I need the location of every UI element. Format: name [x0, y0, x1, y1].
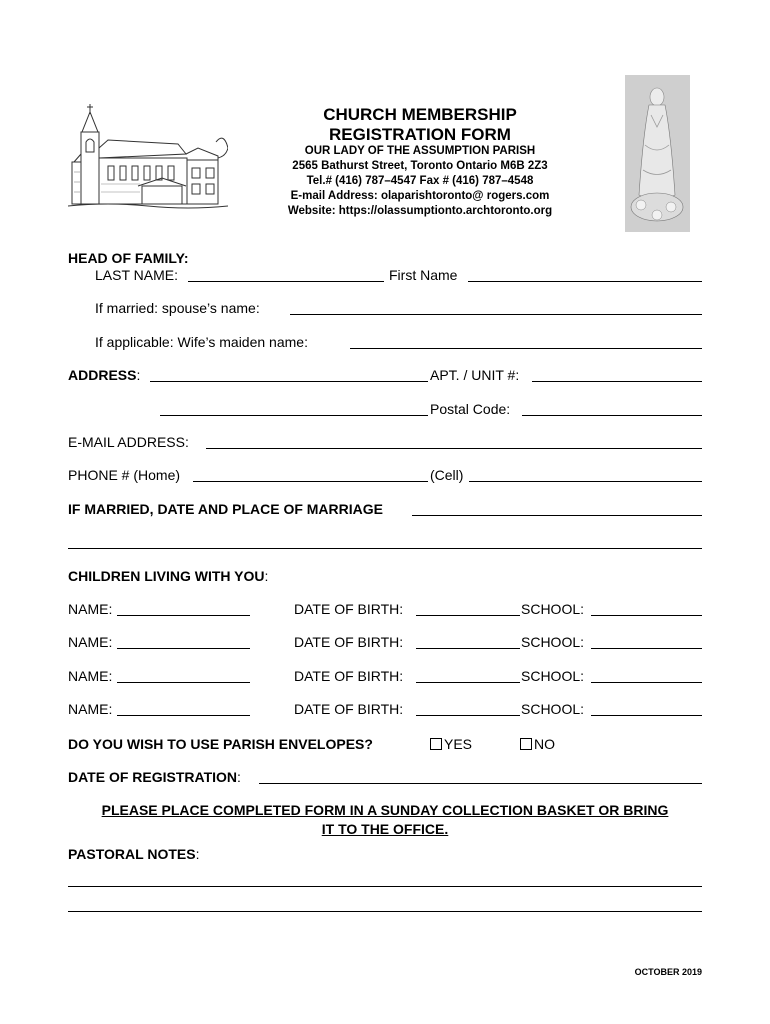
- child-school-field[interactable]: [591, 682, 702, 683]
- church-illustration: [68, 102, 228, 214]
- instruction-text: PLEASE PLACE COMPLETED FORM IN A SUNDAY COLLECTION BASKET OR BRING IT TO THE OFFICE.: [101, 802, 669, 837]
- child-name-field[interactable]: [117, 648, 250, 649]
- child-name-label: NAME:: [68, 601, 113, 617]
- child-school-label: SCHOOL:: [521, 601, 585, 617]
- registration-date-field[interactable]: [259, 783, 702, 784]
- cell-label: (Cell): [430, 467, 464, 483]
- phone-home-label: PHONE # (Home): [68, 467, 181, 483]
- email-label: E-MAIL ADDRESS:: [68, 434, 189, 450]
- yes-checkbox[interactable]: [430, 738, 442, 750]
- child-name-label: NAME:: [68, 668, 113, 684]
- registration-date-label: DATE OF REGISTRATION:: [68, 769, 241, 785]
- envelopes-question: DO YOU WISH TO USE PARISH ENVELOPES?: [68, 736, 373, 752]
- child-dob-label: DATE OF BIRTH:: [294, 634, 404, 650]
- parish-email: E-mail Address: olaparishtoronto@ rogers.com: [290, 190, 550, 202]
- child-dob-field[interactable]: [416, 648, 520, 649]
- cell-field[interactable]: [469, 481, 702, 482]
- child-dob-field[interactable]: [416, 682, 520, 683]
- apt-unit-label: APT. / UNIT #:: [430, 367, 520, 383]
- parish-address: 2565 Bathurst Street, Toronto Ontario M6B 2Z3: [292, 160, 548, 172]
- parish-name: OUR LADY OF THE ASSUMPTION PARISH: [304, 145, 536, 157]
- pastoral-notes-line1[interactable]: [68, 886, 702, 887]
- child-school-label: SCHOOL:: [521, 701, 585, 717]
- child-school-field[interactable]: [591, 715, 702, 716]
- postal-code-field[interactable]: [522, 415, 702, 416]
- child-dob-field[interactable]: [416, 715, 520, 716]
- child-name-label: NAME:: [68, 701, 113, 717]
- child-name-field[interactable]: [117, 682, 250, 683]
- child-name-label: NAME:: [68, 634, 113, 650]
- address-line2-field[interactable]: [160, 415, 428, 416]
- child-dob-field[interactable]: [416, 615, 520, 616]
- first-name-label: First Name: [389, 267, 458, 283]
- child-school-field[interactable]: [591, 648, 702, 649]
- form-title-line1: CHURCH MEMBERSHIP: [323, 105, 517, 124]
- statue-illustration: [625, 75, 690, 232]
- first-name-field[interactable]: [468, 281, 702, 282]
- child-dob-label: DATE OF BIRTH:: [294, 701, 404, 717]
- child-school-label: SCHOOL:: [521, 634, 585, 650]
- child-school-field[interactable]: [591, 615, 702, 616]
- parish-website: Website: https://olassumptionto.archtoronto.org: [287, 205, 553, 217]
- address-field[interactable]: [150, 381, 428, 382]
- child-name-field[interactable]: [117, 715, 250, 716]
- apt-unit-field[interactable]: [532, 381, 702, 382]
- envelopes-no-option[interactable]: NO: [520, 736, 555, 752]
- address-label: ADDRESS:: [68, 367, 141, 383]
- pastoral-notes-line2[interactable]: [68, 911, 702, 912]
- child-dob-label: DATE OF BIRTH:: [294, 601, 404, 617]
- footer-date: OCTOBER 2019: [634, 967, 702, 977]
- parish-phone-fax: Tel.# (416) 787–4547 Fax # (416) 787–4548: [306, 175, 534, 187]
- no-checkbox[interactable]: [520, 738, 532, 750]
- pastoral-notes-label: PASTORAL NOTES:: [68, 846, 200, 862]
- head-of-family-heading: HEAD OF FAMILY:: [68, 250, 189, 266]
- maiden-name-label: If applicable: Wife’s maiden name:: [95, 334, 308, 350]
- marriage-label: IF MARRIED, DATE AND PLACE OF MARRIAGE: [68, 501, 383, 517]
- child-name-field[interactable]: [117, 615, 250, 616]
- children-heading: CHILDREN LIVING WITH YOU:: [68, 568, 269, 584]
- marriage-field[interactable]: [412, 515, 702, 516]
- child-dob-label: DATE OF BIRTH:: [294, 668, 404, 684]
- maiden-name-field[interactable]: [350, 348, 702, 349]
- marriage-field-line2[interactable]: [68, 548, 702, 549]
- spouse-name-label: If married: spouse’s name:: [95, 300, 260, 316]
- phone-home-field[interactable]: [193, 481, 428, 482]
- child-school-label: SCHOOL:: [521, 668, 585, 684]
- last-name-field[interactable]: [188, 281, 384, 282]
- spouse-name-field[interactable]: [290, 314, 702, 315]
- postal-code-label: Postal Code:: [430, 401, 511, 417]
- last-name-label: LAST NAME:: [95, 267, 178, 283]
- form-title-line2: REGISTRATION FORM: [329, 125, 511, 144]
- envelopes-yes-option[interactable]: YES: [430, 736, 472, 752]
- email-field[interactable]: [206, 448, 702, 449]
